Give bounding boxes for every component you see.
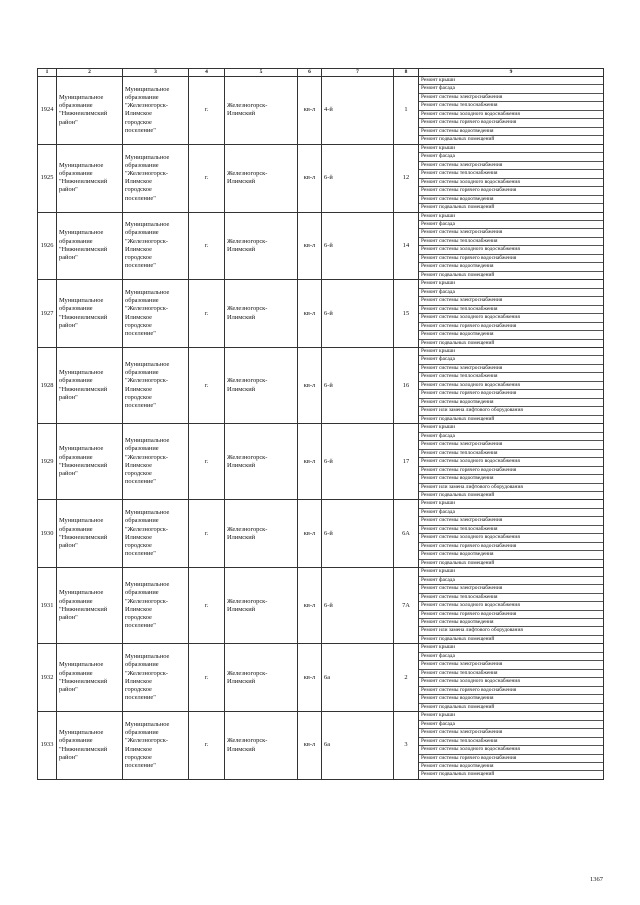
settlement-cell: Муниципальное образование "Железногорск- Илимское городское поселение" xyxy=(123,348,189,424)
work-item: Ремонт крыши xyxy=(419,145,603,153)
work-item: Ремонт системы холодного водоснабжения xyxy=(419,314,603,322)
settlement-cell: Муниципальное образование "Железногорск- Илимское городское поселение" xyxy=(123,644,189,712)
work-item: Ремонт системы электроснабжения xyxy=(419,94,603,102)
street-type-cell: кв-л xyxy=(298,144,322,212)
district-cell: Муниципальное образование "Нижнеилимский район" xyxy=(57,144,123,212)
header-col-1: 1 xyxy=(38,69,57,77)
work-item: Ремонт фасада xyxy=(419,433,603,441)
locality-type-cell: г. xyxy=(189,644,225,712)
locality-type-cell: г. xyxy=(189,348,225,424)
quarter-cell: 6-й xyxy=(322,212,394,280)
work-item: Ремонт крыши xyxy=(419,500,603,508)
settlement-cell: Муниципальное образование "Железногорск- Илимское городское поселение" xyxy=(123,500,189,568)
town-cell: Железногорск- Илимский xyxy=(225,424,298,500)
locality-type-cell: г. xyxy=(189,212,225,280)
work-item: Ремонт системы теплоснабжения xyxy=(419,306,603,314)
work-item: Ремонт системы водоотведения xyxy=(419,263,603,271)
record-number: 1928 xyxy=(38,348,57,424)
work-item: Ремонт системы теплоснабжения xyxy=(419,102,603,110)
district-cell: Муниципальное образование "Нижнеилимский район" xyxy=(57,424,123,500)
header-col-5: 5 xyxy=(225,69,298,77)
header-col-2: 2 xyxy=(57,69,123,77)
work-item: Ремонт крыши xyxy=(419,712,603,720)
quarter-cell: 6-й xyxy=(322,500,394,568)
work-item: Ремонт подвальных помещений xyxy=(421,771,495,778)
works-list-cell xyxy=(419,348,604,424)
quarter-cell: 6а xyxy=(322,644,394,712)
record-number: 1932 xyxy=(38,644,57,712)
house-number-cell: 12 xyxy=(394,144,419,212)
work-item: Ремонт системы водоотведения xyxy=(419,551,603,559)
header-col-9: 9 xyxy=(419,69,604,77)
street-type-cell: кв-л xyxy=(298,712,322,780)
work-item: Ремонт системы водоотведения xyxy=(419,128,603,136)
work-item: Ремонт фасада xyxy=(419,509,603,517)
record-number: 1925 xyxy=(38,144,57,212)
house-number-cell: 17 xyxy=(394,424,419,500)
work-item: Ремонт системы холодного водоснабжения xyxy=(419,246,603,254)
work-item: Ремонт системы теплоснабжения xyxy=(419,738,603,746)
street-type-cell: кв-л xyxy=(298,644,322,712)
town-cell: Железногорск- Илимский xyxy=(225,644,298,712)
work-item: Ремонт системы теплоснабжения xyxy=(419,170,603,178)
work-item: Ремонт системы водоотведения xyxy=(419,196,603,204)
work-item: Ремонт системы горячего водоснабжения xyxy=(419,255,603,263)
settlement-cell: Муниципальное образование "Железногорск- Илимское городское поселение" xyxy=(123,144,189,212)
work-item: Ремонт системы горячего водоснабжения xyxy=(419,119,603,127)
table-header xyxy=(38,69,604,77)
work-item: Ремонт или замена лифтового оборудования xyxy=(419,407,603,415)
house-number-cell: 1 xyxy=(394,77,419,145)
work-item: Ремонт фасада xyxy=(419,356,603,364)
town-cell: Железногорск- Илимский xyxy=(225,348,298,424)
district-cell: Муниципальное образование "Нижнеилимский район" xyxy=(57,568,123,644)
work-item: Ремонт или замена лифтового оборудования xyxy=(419,627,603,635)
work-item: Ремонт подвальных помещений xyxy=(421,703,495,710)
street-type-cell: кв-л xyxy=(298,212,322,280)
quarter-cell: 6-й xyxy=(322,144,394,212)
house-number-cell: 2 xyxy=(394,644,419,712)
record-number: 1930 xyxy=(38,500,57,568)
works-list-cell xyxy=(419,144,604,212)
work-item: Ремонт крыши xyxy=(419,348,603,356)
work-item: Ремонт крыши xyxy=(419,280,603,288)
district-cell: Муниципальное образование "Нижнеилимский район" xyxy=(57,77,123,145)
house-number-cell: 14 xyxy=(394,212,419,280)
locality-type-cell: г. xyxy=(189,500,225,568)
settlement-cell: Муниципальное образование "Железногорск- Илимское городское поселение" xyxy=(123,77,189,145)
header-col-6: 6 xyxy=(298,69,322,77)
work-item: Ремонт фасада xyxy=(419,577,603,585)
record-number: 1929 xyxy=(38,424,57,500)
work-item: Ремонт системы электроснабжения xyxy=(419,365,603,373)
work-item: Ремонт системы холодного водоснабжения xyxy=(419,534,603,542)
street-type-cell: кв-л xyxy=(298,568,322,644)
work-item: Ремонт системы горячего водоснабжения xyxy=(419,323,603,331)
street-type-cell: кв-л xyxy=(298,348,322,424)
town-cell: Железногорск- Илимский xyxy=(225,500,298,568)
work-item: Ремонт системы горячего водоснабжения xyxy=(419,755,603,763)
district-cell: Муниципальное образование "Нижнеилимский район" xyxy=(57,348,123,424)
table-row xyxy=(38,77,604,145)
work-item: Ремонт крыши xyxy=(419,568,603,576)
work-item: Ремонт подвальных помещений xyxy=(421,204,495,211)
locality-type-cell: г. xyxy=(189,712,225,780)
locality-type-cell: г. xyxy=(189,77,225,145)
district-cell: Муниципальное образование "Нижнеилимский район" xyxy=(57,500,123,568)
table-row xyxy=(38,644,604,712)
work-item: Ремонт подвальных помещений xyxy=(421,635,495,642)
work-item: Ремонт системы горячего водоснабжения xyxy=(419,687,603,695)
header-col-8: 8 xyxy=(394,69,419,77)
work-item: Ремонт системы холодного водоснабжения xyxy=(419,179,603,187)
town-cell: Железногорск- Илимский xyxy=(225,712,298,780)
works-list-cell xyxy=(419,712,604,780)
locality-type-cell: г. xyxy=(189,144,225,212)
work-item: Ремонт системы электроснабжения xyxy=(419,729,603,737)
table-row xyxy=(38,568,604,644)
work-item: Ремонт системы горячего водоснабжения xyxy=(419,543,603,551)
work-item: Ремонт системы теплоснабжения xyxy=(419,594,603,602)
work-item: Ремонт системы теплоснабжения xyxy=(419,373,603,381)
header-col-3: 3 xyxy=(123,69,189,77)
work-item: Ремонт или замена лифтового оборудования xyxy=(419,484,603,492)
work-item: Ремонт системы электроснабжения xyxy=(419,229,603,237)
work-item: Ремонт системы водоотведения xyxy=(419,763,603,771)
locality-type-cell: г. xyxy=(189,424,225,500)
street-type-cell: кв-л xyxy=(298,424,322,500)
town-cell: Железногорск- Илимский xyxy=(225,280,298,348)
work-item: Ремонт подвальных помещений xyxy=(421,415,495,422)
works-list-cell xyxy=(419,280,604,348)
work-item: Ремонт системы электроснабжения xyxy=(419,585,603,593)
town-cell: Железногорск- Илимский xyxy=(225,212,298,280)
street-type-cell: кв-л xyxy=(298,280,322,348)
works-list-cell xyxy=(419,500,604,568)
quarter-cell: 6-й xyxy=(322,348,394,424)
work-item: Ремонт системы холодного водоснабжения xyxy=(419,111,603,119)
works-list-cell xyxy=(419,644,604,712)
settlement-cell: Муниципальное образование "Железногорск- Илимское городское поселение" xyxy=(123,212,189,280)
work-item: Ремонт фасада xyxy=(419,153,603,161)
town-cell: Железногорск- Илимский xyxy=(225,77,298,145)
record-number: 1924 xyxy=(38,77,57,145)
table-row xyxy=(38,348,604,424)
work-item: Ремонт фасада xyxy=(419,289,603,297)
work-item: Ремонт системы водоотведения xyxy=(419,619,603,627)
house-number-cell: 16 xyxy=(394,348,419,424)
work-item: Ремонт системы холодного водоснабжения xyxy=(419,602,603,610)
header-col-7: 7 xyxy=(322,69,394,77)
work-item: Ремонт системы холодного водоснабжения xyxy=(419,382,603,390)
table-row xyxy=(38,712,604,780)
work-item: Ремонт системы водоотведения xyxy=(419,399,603,407)
house-number-cell: 15 xyxy=(394,280,419,348)
table-row xyxy=(38,500,604,568)
district-cell: Муниципальное образование "Нижнеилимский район" xyxy=(57,212,123,280)
district-cell: Муниципальное образование "Нижнеилимский район" xyxy=(57,644,123,712)
table-row xyxy=(38,212,604,280)
work-item: Ремонт системы электроснабжения xyxy=(419,297,603,305)
locality-type-cell: г. xyxy=(189,568,225,644)
work-item: Ремонт системы электроснабжения xyxy=(419,162,603,170)
settlement-cell: Муниципальное образование "Железногорск- Илимское городское поселение" xyxy=(123,424,189,500)
quarter-cell: 6а xyxy=(322,712,394,780)
work-item: Ремонт подвальных помещений xyxy=(421,339,495,346)
quarter-cell: 6-й xyxy=(322,280,394,348)
work-item: Ремонт системы теплоснабжения xyxy=(419,670,603,678)
work-item: Ремонт системы теплоснабжения xyxy=(419,238,603,246)
record-number: 1927 xyxy=(38,280,57,348)
work-item: Ремонт подвальных помещений xyxy=(421,271,495,278)
work-item: Ремонт фасада xyxy=(419,653,603,661)
page-number: 1367 xyxy=(590,876,603,883)
work-item: Ремонт системы холодного водоснабжения xyxy=(419,678,603,686)
quarter-cell: 6-й xyxy=(322,424,394,500)
district-cell: Муниципальное образование "Нижнеилимский район" xyxy=(57,712,123,780)
work-item: Ремонт системы холодного водоснабжения xyxy=(419,746,603,754)
work-item: Ремонт системы водоотведения xyxy=(419,475,603,483)
work-item: Ремонт подвальных помещений xyxy=(421,559,495,566)
record-number: 1933 xyxy=(38,712,57,780)
table-row xyxy=(38,424,604,500)
town-cell: Железногорск- Илимский xyxy=(225,568,298,644)
locality-type-cell: г. xyxy=(189,280,225,348)
record-number: 1926 xyxy=(38,212,57,280)
house-number-cell: 6А xyxy=(394,500,419,568)
works-list-cell xyxy=(419,212,604,280)
work-item: Ремонт системы теплоснабжения xyxy=(419,526,603,534)
district-cell: Муниципальное образование "Нижнеилимский район" xyxy=(57,280,123,348)
table-row xyxy=(38,280,604,348)
work-item: Ремонт крыши xyxy=(419,644,603,652)
house-number-cell: 7А xyxy=(394,568,419,644)
quarter-cell: 6-й xyxy=(322,568,394,644)
street-type-cell: кв-л xyxy=(298,77,322,145)
work-item: Ремонт системы водоотведения xyxy=(419,331,603,339)
table-body xyxy=(38,77,604,780)
repair-register-table xyxy=(37,68,604,780)
work-item: Ремонт системы горячего водоснабжения xyxy=(419,187,603,195)
work-item: Ремонт системы горячего водоснабжения xyxy=(419,390,603,398)
work-item: Ремонт фасада xyxy=(419,721,603,729)
work-item: Ремонт системы электроснабжения xyxy=(419,441,603,449)
street-type-cell: кв-л xyxy=(298,500,322,568)
work-item: Ремонт крыши xyxy=(419,213,603,221)
town-cell: Железногорск- Илимский xyxy=(225,144,298,212)
record-number: 1931 xyxy=(38,568,57,644)
house-number-cell: 3 xyxy=(394,712,419,780)
work-item: Ремонт системы теплоснабжения xyxy=(419,450,603,458)
work-item: Ремонт системы горячего водоснабжения xyxy=(419,611,603,619)
settlement-cell: Муниципальное образование "Железногорск- Илимское городское поселение" xyxy=(123,280,189,348)
work-item: Ремонт подвальных помещений xyxy=(421,136,495,143)
settlement-cell: Муниципальное образование "Железногорск- Илимское городское поселение" xyxy=(123,712,189,780)
settlement-cell: Муниципальное образование "Железногорск- Илимское городское поселение" xyxy=(123,568,189,644)
work-item: Ремонт крыши xyxy=(419,424,603,432)
works-list-cell xyxy=(419,424,604,500)
works-list-cell xyxy=(419,77,604,145)
quarter-cell: 4-й xyxy=(322,77,394,145)
work-item: Ремонт системы холодного водоснабжения xyxy=(419,458,603,466)
work-item: Ремонт системы электроснабжения xyxy=(419,517,603,525)
work-item: Ремонт крыши xyxy=(419,77,603,85)
header-row xyxy=(38,69,604,77)
work-item: Ремонт системы горячего водоснабжения xyxy=(419,467,603,475)
work-item: Ремонт подвальных помещений xyxy=(421,491,495,498)
work-item: Ремонт фасада xyxy=(419,221,603,229)
work-item: Ремонт системы электроснабжения xyxy=(419,661,603,669)
works-list-cell xyxy=(419,568,604,644)
table-row xyxy=(38,144,604,212)
header-col-4: 4 xyxy=(189,69,225,77)
work-item: Ремонт системы водоотведения xyxy=(419,695,603,703)
work-item: Ремонт фасада xyxy=(419,85,603,93)
